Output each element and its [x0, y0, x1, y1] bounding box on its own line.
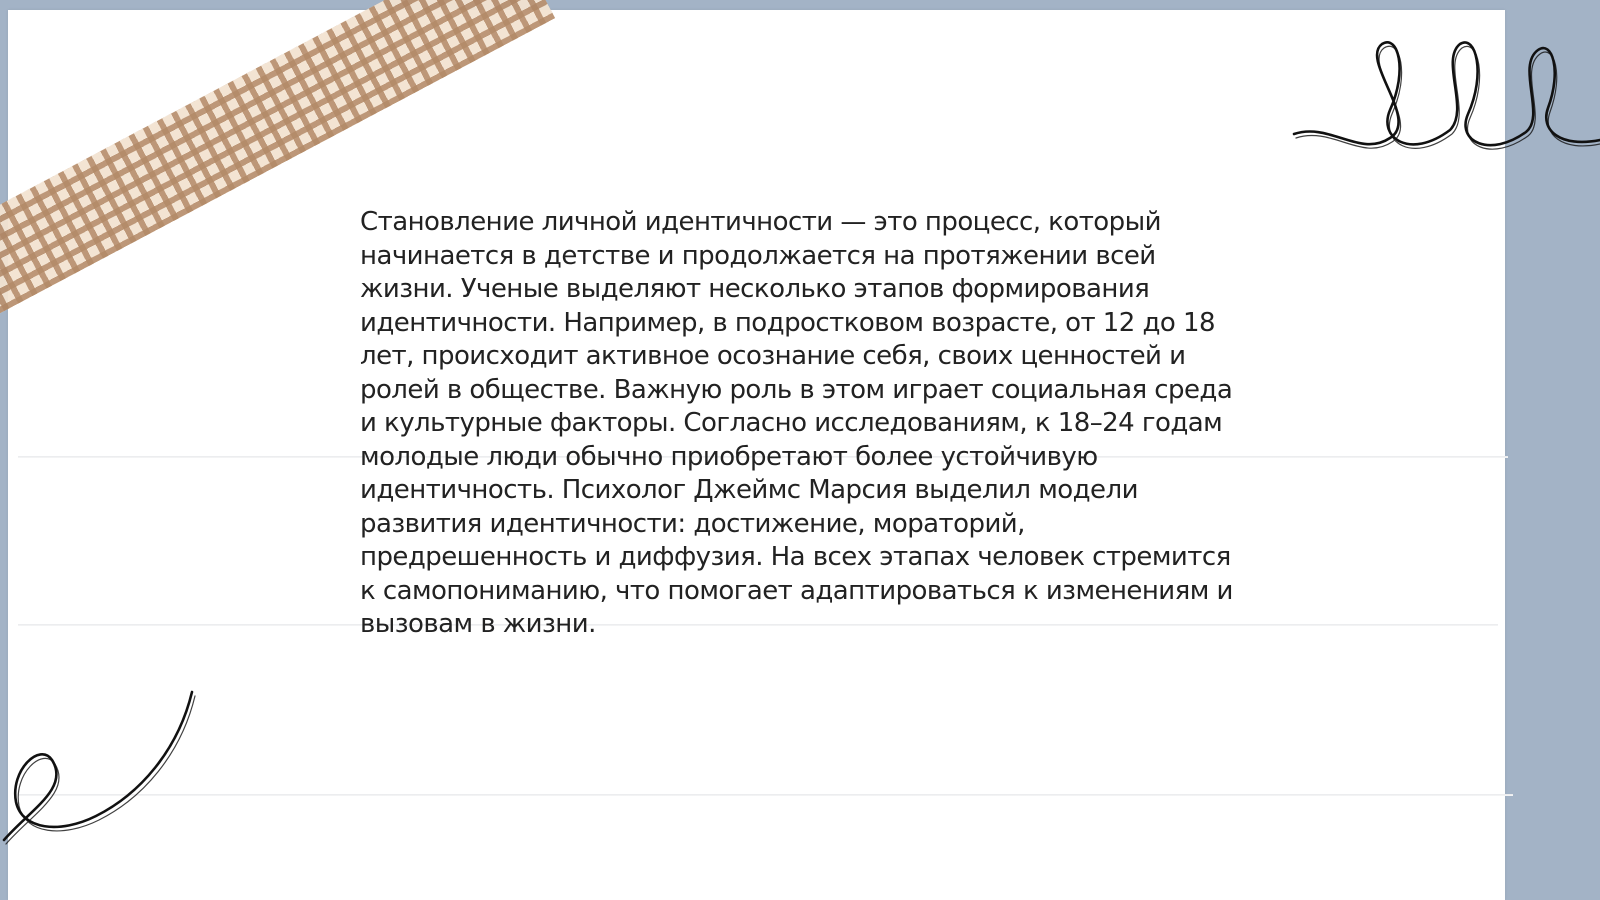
body-paragraph: Становление личной идентичности — это процесс, который начинается в детстве и продолжается на протяжении всей жизни. Ученые выделяют несколько этапов формирования идентичности. Например, в подростковом возрасте, от 12 до 18 лет, происходит активное осознание себя, своих ценностей и ролей в обществе. Важную роль в этом играет социальная среда и культурные факторы. Согласно исследованиям, к 18–24 годам молодые люди обычно приобретают более устойчивую идентичность. Психолог Джеймс Марсия выделил модели развития идентичности: достижение, мораторий, предрешенность и диффузия. На всех этапах человек стремится к самопониманию, что помогает адаптироваться к изменениям и вызовам в жизни.: [360, 207, 1233, 639]
curly-swirl-icon: [0, 690, 200, 850]
loopy-scribble-icon: [1290, 30, 1600, 160]
paper-fold-line: [18, 794, 1513, 796]
